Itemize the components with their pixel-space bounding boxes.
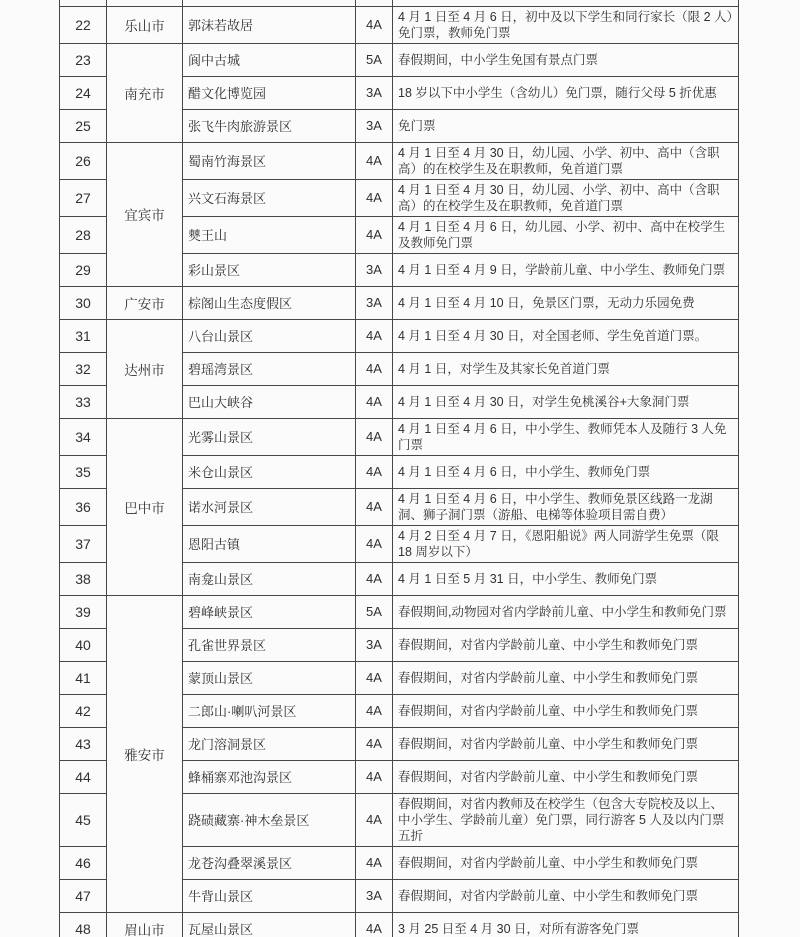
- grade-cell: 4A: [356, 846, 393, 879]
- grade-cell: 4A: [356, 216, 393, 253]
- city-cell: 广安市: [107, 286, 183, 319]
- row-number-cell: 27: [60, 179, 107, 216]
- scenic-spot-name-cell: 郭沫若故居: [183, 6, 356, 43]
- table-row-23: [60, 43, 739, 76]
- policy-cell: 3 月 25 日至 4 月 30 日，对所有游客免门票: [393, 912, 739, 937]
- city-cell: 眉山市: [107, 912, 183, 937]
- policy-cell: 4 月 1 日至 4 月 6 日，中小学生、教师凭本人及随行 3 人免门票: [393, 418, 739, 455]
- grade-cell: 4A: [356, 760, 393, 793]
- policy-cell: 4 月 1 日至 4 月 30 日，幼儿园、小学、初中、高中（含职高）的在校学生及在职教师，免首道门票: [393, 179, 739, 216]
- policy-cell: 春假期间，对省内学龄前儿童、中小学生和教师免门票: [393, 661, 739, 694]
- policy-cell: 春假期间，对省内学龄前儿童、中小学生和教师免门票: [393, 846, 739, 879]
- row-number-cell: 32: [60, 352, 107, 385]
- grade-cell: 4A: [356, 179, 393, 216]
- policy-cell: 4 月 2 日至 4 月 7 日，《恩阳船说》两人同游学生免票（限 18 周岁以下）: [393, 525, 739, 562]
- grade-cell: 4A: [356, 319, 393, 352]
- policy-cell: 4 月 1 日至 4 月 6 日，幼儿园、小学、初中、高中在校学生及教师免门票: [393, 216, 739, 253]
- scenic-spot-name-cell: 蒙顶山景区: [183, 661, 356, 694]
- row-number-cell: 33: [60, 385, 107, 418]
- row-number-cell: 43: [60, 727, 107, 760]
- policy-cell: 4 月 1 日至 4 月 6 日，初中及以下学生和同行家长（限 2 人）免门票，教师免门票: [393, 6, 739, 43]
- row-number-cell: 30: [60, 286, 107, 319]
- grade-cell: 4A: [356, 352, 393, 385]
- table-row-39: [60, 595, 739, 628]
- scenic-spot-name-cell: 阆中古城: [183, 43, 356, 76]
- table-row-30: [60, 286, 739, 319]
- scenic-spot-name-cell: 二郎山·喇叭河景区: [183, 694, 356, 727]
- policy-cell: 4 月 1 日至 4 月 30 日，对学生免桃溪谷+大象洞门票: [393, 385, 739, 418]
- grade-cell: 4A: [356, 142, 393, 179]
- grade-cell: 4A: [356, 385, 393, 418]
- table-row-34: [60, 418, 739, 455]
- scenic-spot-name-cell: 瓦屋山景区: [183, 912, 356, 937]
- row-number-cell: 38: [60, 562, 107, 595]
- scenic-spot-name-cell: 龙门溶洞景区: [183, 727, 356, 760]
- row-number-cell: 45: [60, 793, 107, 846]
- row-number-cell: 37: [60, 525, 107, 562]
- scenic-spot-name-cell: 醋文化博览园: [183, 76, 356, 109]
- city-cell: 巴中市: [107, 418, 183, 595]
- grade-cell: 4A: [356, 694, 393, 727]
- scenic-spot-name-cell: 跷碛藏寨·神木垒景区: [183, 793, 356, 846]
- policy-cell: 4 月 1 日至 4 月 6 日，中小学生、教师免景区线路一龙湖洞、狮子洞门票（游船、电梯等体验项目需自费）: [393, 488, 739, 525]
- policy-cell: 18 岁以下中小学生（含幼儿）免门票，随行父母 5 折优惠: [393, 76, 739, 109]
- city-cell: 南充市: [107, 43, 183, 142]
- scenic-spot-name-cell: 蜀南竹海景区: [183, 142, 356, 179]
- policy-cell: 春假期间，对省内学龄前儿童、中小学生和教师免门票: [393, 694, 739, 727]
- row-number-cell: 24: [60, 76, 107, 109]
- table-row-48: [60, 912, 739, 937]
- row-number-cell: 44: [60, 760, 107, 793]
- policy-cell: 4 月 1 日至 4 月 10 日，免景区门票，无动力乐园免费: [393, 286, 739, 319]
- scenic-spot-name-cell: 彩山景区: [183, 253, 356, 286]
- grade-cell: 4A: [356, 912, 393, 937]
- city-cell: 乐山市: [107, 6, 183, 43]
- grade-cell: 3A: [356, 76, 393, 109]
- grade-cell: 4A: [356, 525, 393, 562]
- scenic-spot-name-cell: 碧瑶湾景区: [183, 352, 356, 385]
- policy-cell: 4 月 1 日至 4 月 30 日，对全国老师、学生免首道门票。: [393, 319, 739, 352]
- scenic-spot-name-cell: 恩阳古镇: [183, 525, 356, 562]
- scenic-spot-name-cell: 诺水河景区: [183, 488, 356, 525]
- row-number-cell: 22: [60, 6, 107, 43]
- table-row-26: [60, 142, 739, 179]
- policy-cell: 春假期间，中小学生免国有景点门票: [393, 43, 739, 76]
- row-number-cell: 28: [60, 216, 107, 253]
- policy-cell: 4 月 1 日至 4 月 6 日，中小学生、教师免门票: [393, 455, 739, 488]
- scenic-spot-name-cell: 巴山大峡谷: [183, 385, 356, 418]
- grade-cell: 4A: [356, 727, 393, 760]
- policy-cell: 4 月 1 日，对学生及其家长免首道门票: [393, 352, 739, 385]
- scenic-spot-name-cell: 南龛山景区: [183, 562, 356, 595]
- row-number-cell: 25: [60, 109, 107, 142]
- policy-cell: 春假期间，对省内教师及在校学生（包含大专院校及以上、中小学生、学龄前儿童）免门票，同行游客 5 人及以内门票五折: [393, 793, 739, 846]
- grade-cell: 4A: [356, 562, 393, 595]
- grade-cell: 4A: [356, 455, 393, 488]
- row-number-cell: 40: [60, 628, 107, 661]
- grade-cell: 5A: [356, 43, 393, 76]
- policy-cell: 免门票: [393, 109, 739, 142]
- scenic-spot-discount-table: [59, 0, 739, 937]
- city-cell: 达州市: [107, 319, 183, 418]
- row-number-cell: 34: [60, 418, 107, 455]
- scenic-spot-name-cell: 张飞牛肉旅游景区: [183, 109, 356, 142]
- policy-cell: 4 月 1 日至 4 月 9 日，学龄前儿童、中小学生、教师免门票: [393, 253, 739, 286]
- scenic-spot-name-cell: 米仓山景区: [183, 455, 356, 488]
- grade-cell: 3A: [356, 879, 393, 912]
- row-number-cell: 29: [60, 253, 107, 286]
- scenic-spot-name-cell: 兴文石海景区: [183, 179, 356, 216]
- grade-cell: 3A: [356, 286, 393, 319]
- policy-cell: 春假期间，对省内学龄前儿童、中小学生和教师免门票: [393, 879, 739, 912]
- grade-cell: 3A: [356, 109, 393, 142]
- scenic-spot-name-cell: 龙苍沟叠翠溪景区: [183, 846, 356, 879]
- row-number-cell: 48: [60, 912, 107, 937]
- grade-cell: 4A: [356, 793, 393, 846]
- row-number-cell: 36: [60, 488, 107, 525]
- grade-cell: 3A: [356, 253, 393, 286]
- policy-cell: 春假期间,动物园对省内学龄前儿童、中小学生和教师免门票: [393, 595, 739, 628]
- row-number-cell: 23: [60, 43, 107, 76]
- grade-cell: 4A: [356, 6, 393, 43]
- policy-cell: 4 月 1 日至 5 月 31 日，中小学生、教师免门票: [393, 562, 739, 595]
- scenic-spot-name-cell: 牛背山景区: [183, 879, 356, 912]
- scenic-spot-name-cell: 光雾山景区: [183, 418, 356, 455]
- scenic-spot-name-cell: 棕阁山生态度假区: [183, 286, 356, 319]
- city-cell: 雅安市: [107, 595, 183, 912]
- row-number-cell: 35: [60, 455, 107, 488]
- scenic-spot-name-cell: 僰王山: [183, 216, 356, 253]
- row-number-cell: 47: [60, 879, 107, 912]
- scenic-spot-name-cell: 八台山景区: [183, 319, 356, 352]
- policy-cell: 春假期间，对省内学龄前儿童、中小学生和教师免门票: [393, 760, 739, 793]
- grade-cell: 4A: [356, 661, 393, 694]
- scenic-spot-name-cell: 孔雀世界景区: [183, 628, 356, 661]
- grade-cell: 4A: [356, 418, 393, 455]
- row-number-cell: 42: [60, 694, 107, 727]
- row-number-cell: 26: [60, 142, 107, 179]
- grade-cell: 5A: [356, 595, 393, 628]
- policy-cell: 4 月 1 日至 4 月 30 日，幼儿园、小学、初中、高中（含职高）的在校学生及在职教师，免首道门票: [393, 142, 739, 179]
- city-cell: 宜宾市: [107, 142, 183, 286]
- grade-cell: 4A: [356, 488, 393, 525]
- row-number-cell: 31: [60, 319, 107, 352]
- scenic-spot-name-cell: 蜂桶寨邓池沟景区: [183, 760, 356, 793]
- row-number-cell: 39: [60, 595, 107, 628]
- row-number-cell: 46: [60, 846, 107, 879]
- table-row-31: [60, 319, 739, 352]
- policy-cell: 春假期间，对省内学龄前儿童、中小学生和教师免门票: [393, 727, 739, 760]
- scenic-spot-name-cell: 碧峰峡景区: [183, 595, 356, 628]
- grade-cell: 3A: [356, 628, 393, 661]
- policy-cell: 春假期间，对省内学龄前儿童、中小学生和教师免门票: [393, 628, 739, 661]
- table-row-22: [60, 6, 739, 43]
- row-number-cell: 41: [60, 661, 107, 694]
